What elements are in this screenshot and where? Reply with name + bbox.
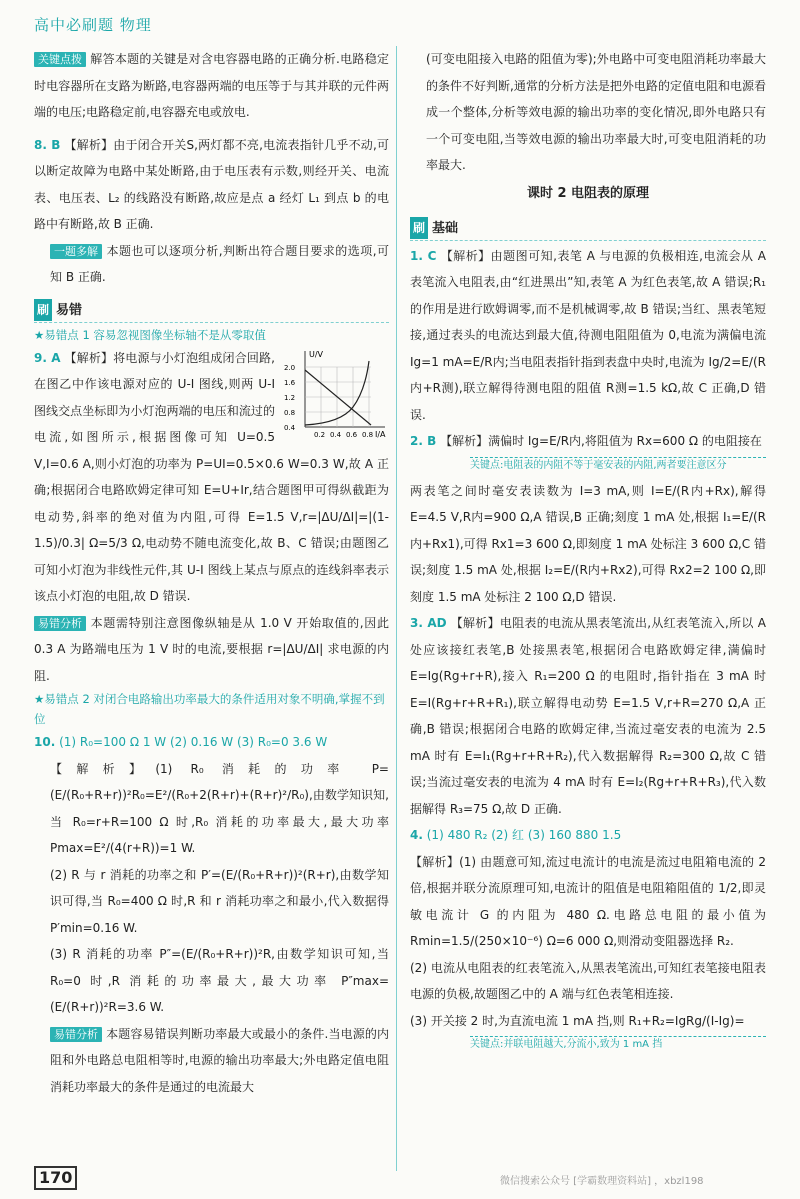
x-tick: 0.4 — [330, 430, 342, 439]
q10-part2: (2) R 与 r 消耗的功率之和 P′=(E/(R₀+R+r))²(R+r),由数学知识可得,当 R₀=400 Ω 时,R 和 r 消耗功率之和最小,代入数据得 P′min=0.16 W. — [50, 867, 389, 935]
y-axis-label: U/V — [309, 349, 324, 359]
key-point-tag: 关键点拨 — [34, 52, 86, 67]
q4-part1: 【解析】(1) 由题意可知,流过电流计的电流是流过电阻箱电流的 2 倍,根据并联分流原理可知,电流计的阻值是电阻箱阻值的 1/2,即灵敏电流计 G 的内阻为 480 Ω.电路总电阻的最小值为 Rmin=1.5/(250×10⁻⁶) Ω=6 000 Ω,则滑动变阻器选择 R₂. — [410, 854, 766, 948]
q2-number: 2. B — [410, 434, 437, 448]
q3-block — [410, 610, 766, 822]
y-tick: 1.6 — [284, 378, 296, 387]
q8-text: 【解析】由于闭合开关S,两灯都不亮,电流表指针几乎不动,可以断定故障为电路中某处断路,由于电压表有示数,则经开关、电流表、电压表、L₂ 的线路没有断路,故应是点 a 经灯 L₁ 到点 b 的电路中有断路,故 B 正确. — [34, 137, 389, 231]
watermark: 微信搜索公众号 [学霸数理资料站] ，xbzl198 — [500, 1176, 704, 1187]
section-jichu-title: 基础 — [432, 220, 459, 236]
x-tick: 0.6 — [346, 430, 358, 439]
q8-alt-text: 本题也可以逐项分析,判断出符合题目要求的选项,可知 B 正确. — [50, 243, 389, 284]
q9-error-text: 本题需特别注意图像纵轴是从 1.0 V 开始取值的,因此 0.3 A 为路端电压为 1 V 时的电流,要根据 r=|ΔU/ΔI| 求电源的内阻. — [34, 615, 389, 683]
q10-answer-line — [34, 729, 389, 756]
q10-number: 10. — [34, 735, 56, 749]
q8-block — [34, 132, 389, 238]
u-i-graph — [281, 347, 389, 439]
q9-number: 9. A — [34, 350, 61, 365]
section-yicuo-title: 易错 — [56, 302, 83, 318]
error-point-1: ★易错点 1 容易忽视图像坐标轴不是从零取值 — [34, 327, 266, 342]
q8-alt-tag: 一题多解 — [50, 244, 102, 259]
q4-answer: (1) 480 R₂ (2) 红 (3) 160 880 1.5 — [426, 828, 622, 842]
x-tick: 0.2 — [314, 430, 326, 439]
q10-error-tag: 易错分析 — [50, 1027, 102, 1042]
q3-text: 【解析】电阻表的电流从黑表笔流出,从红表笔流入,所以 A 处应该接红表笔,B 处接黑表笔,根据闭合电路欧姆定律,满偏时 E=Ig(Rg+r+R),接入 R₁=200 Ω 的电阻时,指针指在 3 mA 时 E=I(Rg+r+R+R₁),联立解得电动势 E=1.5 V,r+R=270 Ω,A 正确,B 错误;根据闭合电路的欧姆定律,当流过毫安表的电流为 2.5 mA 时有 E=I₁(Rg+r+R+R₂),代入数据解得 R₂=300 Ω,故 C 错误;当流过毫安表的电流为 4 mA 时有 E=I₂(Rg+r+R+R₃),代入数据解得 R₃=75 Ω,故 D 正确. — [410, 616, 766, 816]
q8-number: 8. B — [34, 137, 61, 152]
q2-block — [410, 428, 766, 455]
q2-text-a: 【解析】满偏时 Ig=E/R内,将阻值为 Rx=600 Ω 的电阻接在 — [440, 434, 762, 448]
q9-text: 【解析】将电源与小灯泡组成闭合回路,在图乙中作该电源对应的 U-I 图线,则两 U-I 图线交点坐标即为小灯泡两端的电压和流过的电流,如图所示,根据图像可知 U=0.5 V,I=0.6 A,则小灯泡的功率为 P=UI=0.5×0.6 W=0.3 W,故 A 正确;根据闭合电路欧姆定律可知 E=U+Ir,结合题图甲可得纵截距为电动势,斜率的绝对值为内阻,可得 E=1.5 V,r=|ΔU/ΔI|=|(1-1.5)/0.3| Ω=5/3 Ω,电动势不随电流变化,故 B、C 错误;由题图乙可知小灯泡为非线性元件,其 U-I 图线上某点与原点的连线斜率表示该点小灯泡的电阻,故 D 错误. — [34, 350, 389, 603]
continued-text: (可变电阻接入电路的阻值为零);外电路中可变电阻消耗功率最大的条件不好判断,通常的分析方法是把外电路的定值电阻和电源看成一个整体,分析等效电源的输出功率的变化情况,即外电路只有一个可变电阻,当等效电源的输出功率最大时,可变电阻消耗的功率最大. — [426, 52, 766, 172]
y-tick: 2.0 — [284, 363, 296, 372]
q9-error-block — [34, 610, 389, 690]
q10-answer: (1) R₀=100 Ω 1 W (2) 0.16 W (3) R₀=0 3.6 W — [59, 735, 328, 749]
q10-part1: 【解析】(1) R₀ 消耗的功率 P=(E/(R₀+R+r))²R₀=E²/(R₀+2(R+r)+(R+r)²/R₀),由数学知识知,当 R₀=r+R=100 Ω 时,R₀ 消耗的功率最大,最大功率 Pmax=E²/(4(r+R))=1 W. — [50, 761, 389, 855]
q2-key-note: 关键点:电阻表的内阻不等于毫安表的内阻,两者要注意区分 — [470, 457, 766, 474]
q10-part3: (3) R 消耗的功率 P″=(E/(R₀+R+r))²R,由数学知识可知,当 R₀=0 时,R 消耗的功率最大,最大功率 P″max=(E/(R+r))²R=3.6 W. — [50, 947, 389, 1014]
q4-key-note: 关键点:并联电阻越大,分流小,致为 1 mA 挡 — [470, 1036, 766, 1053]
q8-alt-block — [34, 238, 389, 291]
q1-text: 【解析】由题图可知,表笔 A 与电源的负极相连,电流会从 A 表笔流入电阻表,由“红进黑出”知,表笔 A 为红色表笔,故 A 错误;R₁ 的作用是进行欧姆调零,而不是机械调零,故 B 错误;当红、黑表笔短接,通过表头的电流达到最大值,待测电阻阻值为 0,电流为满偏电流 Ig=1 mA=E/R内;当电阻表指针指到表盘中央时,电流为 Ig/2=E/(R内+R测),联立解得待测电阻的阻值 R测=1.5 kΩ,故 C 正确,D 错误. — [410, 248, 766, 422]
q4-answer-line — [410, 822, 766, 849]
q10-error-text: 本题容易错误判断功率最大或最小的条件.当电源的内阻和外电路总电阻相等时,电源的输出功率最大;外电路定值电阻消耗功率最大的条件是通过的电流最大 — [50, 1026, 389, 1094]
source-line — [305, 370, 371, 425]
q4-number: 4. — [410, 828, 423, 842]
q2-text-b: 两表笔之间时毫安表读数为 I=3 mA,则 I=E/(R内+Rx),解得 E=4.5 V,R内=900 Ω,A 错误,B 正确;刻度 1 mA 处,根据 I₁=E/(R内+Rx1),可得 Rx1=3 600 Ω,即刻度 1 mA 处标注 3 600 Ω,C 错误;刻度 1.5 mA 处,根据 I₂=E/(R内+Rx2),可得 Rx2=2 100 Ω,即刻度 1.5 mA 处标注 2 100 Ω,D 错误. — [410, 483, 766, 604]
q4-part2: (2) 电流从电阻表的红表笔流入,从黑表笔流出,可知红表笔接电阻表电源的负极,故题图乙中的 A 端与红色表笔相连接. — [410, 960, 766, 1001]
section-jichu — [410, 217, 766, 241]
right-column — [410, 46, 766, 1057]
q3-number: 3. AD — [410, 616, 447, 630]
key-point-text: 解答本题的关键是对含电容器电路的正确分析.电路稳定时电容器所在支路为断路,电容器两端的电压等于与其并联的元件两端的电压;电路稳定前,电容器充电或放电. — [34, 52, 389, 119]
section-icon: 刷 — [410, 217, 428, 239]
section-yicuo — [34, 299, 389, 323]
q9-block — [34, 345, 389, 610]
section-icon: 刷 — [34, 299, 52, 321]
left-column — [34, 46, 389, 1100]
y-tick: 1.2 — [284, 393, 296, 402]
y-tick: 0.8 — [284, 408, 296, 417]
q10-error-block — [34, 1021, 389, 1101]
error-point-2: ★易错点 2 对闭合电路输出功率最大的条件适用对象不明确,掌握不到位 — [34, 692, 385, 726]
q1-block — [410, 243, 766, 429]
lesson-title: 课时 2 电阻表的原理 — [526, 185, 650, 201]
x-tick: 0.8 — [362, 430, 374, 439]
page-number: 170 — [34, 1166, 77, 1190]
x-axis-label: I/A — [375, 429, 386, 439]
q1-number: 1. C — [410, 248, 437, 263]
key-point-block — [34, 46, 389, 126]
q4-part3: (3) 开关接 2 时,为直流电流 1 mA 挡,则 R₁+R₂=IgRg/(I-Ig)= — [410, 1013, 745, 1028]
y-tick: 0.4 — [284, 423, 296, 432]
column-divider — [396, 46, 397, 1171]
running-header: 高中必刷题 物理 — [34, 16, 152, 34]
q9-error-tag: 易错分析 — [34, 616, 86, 631]
